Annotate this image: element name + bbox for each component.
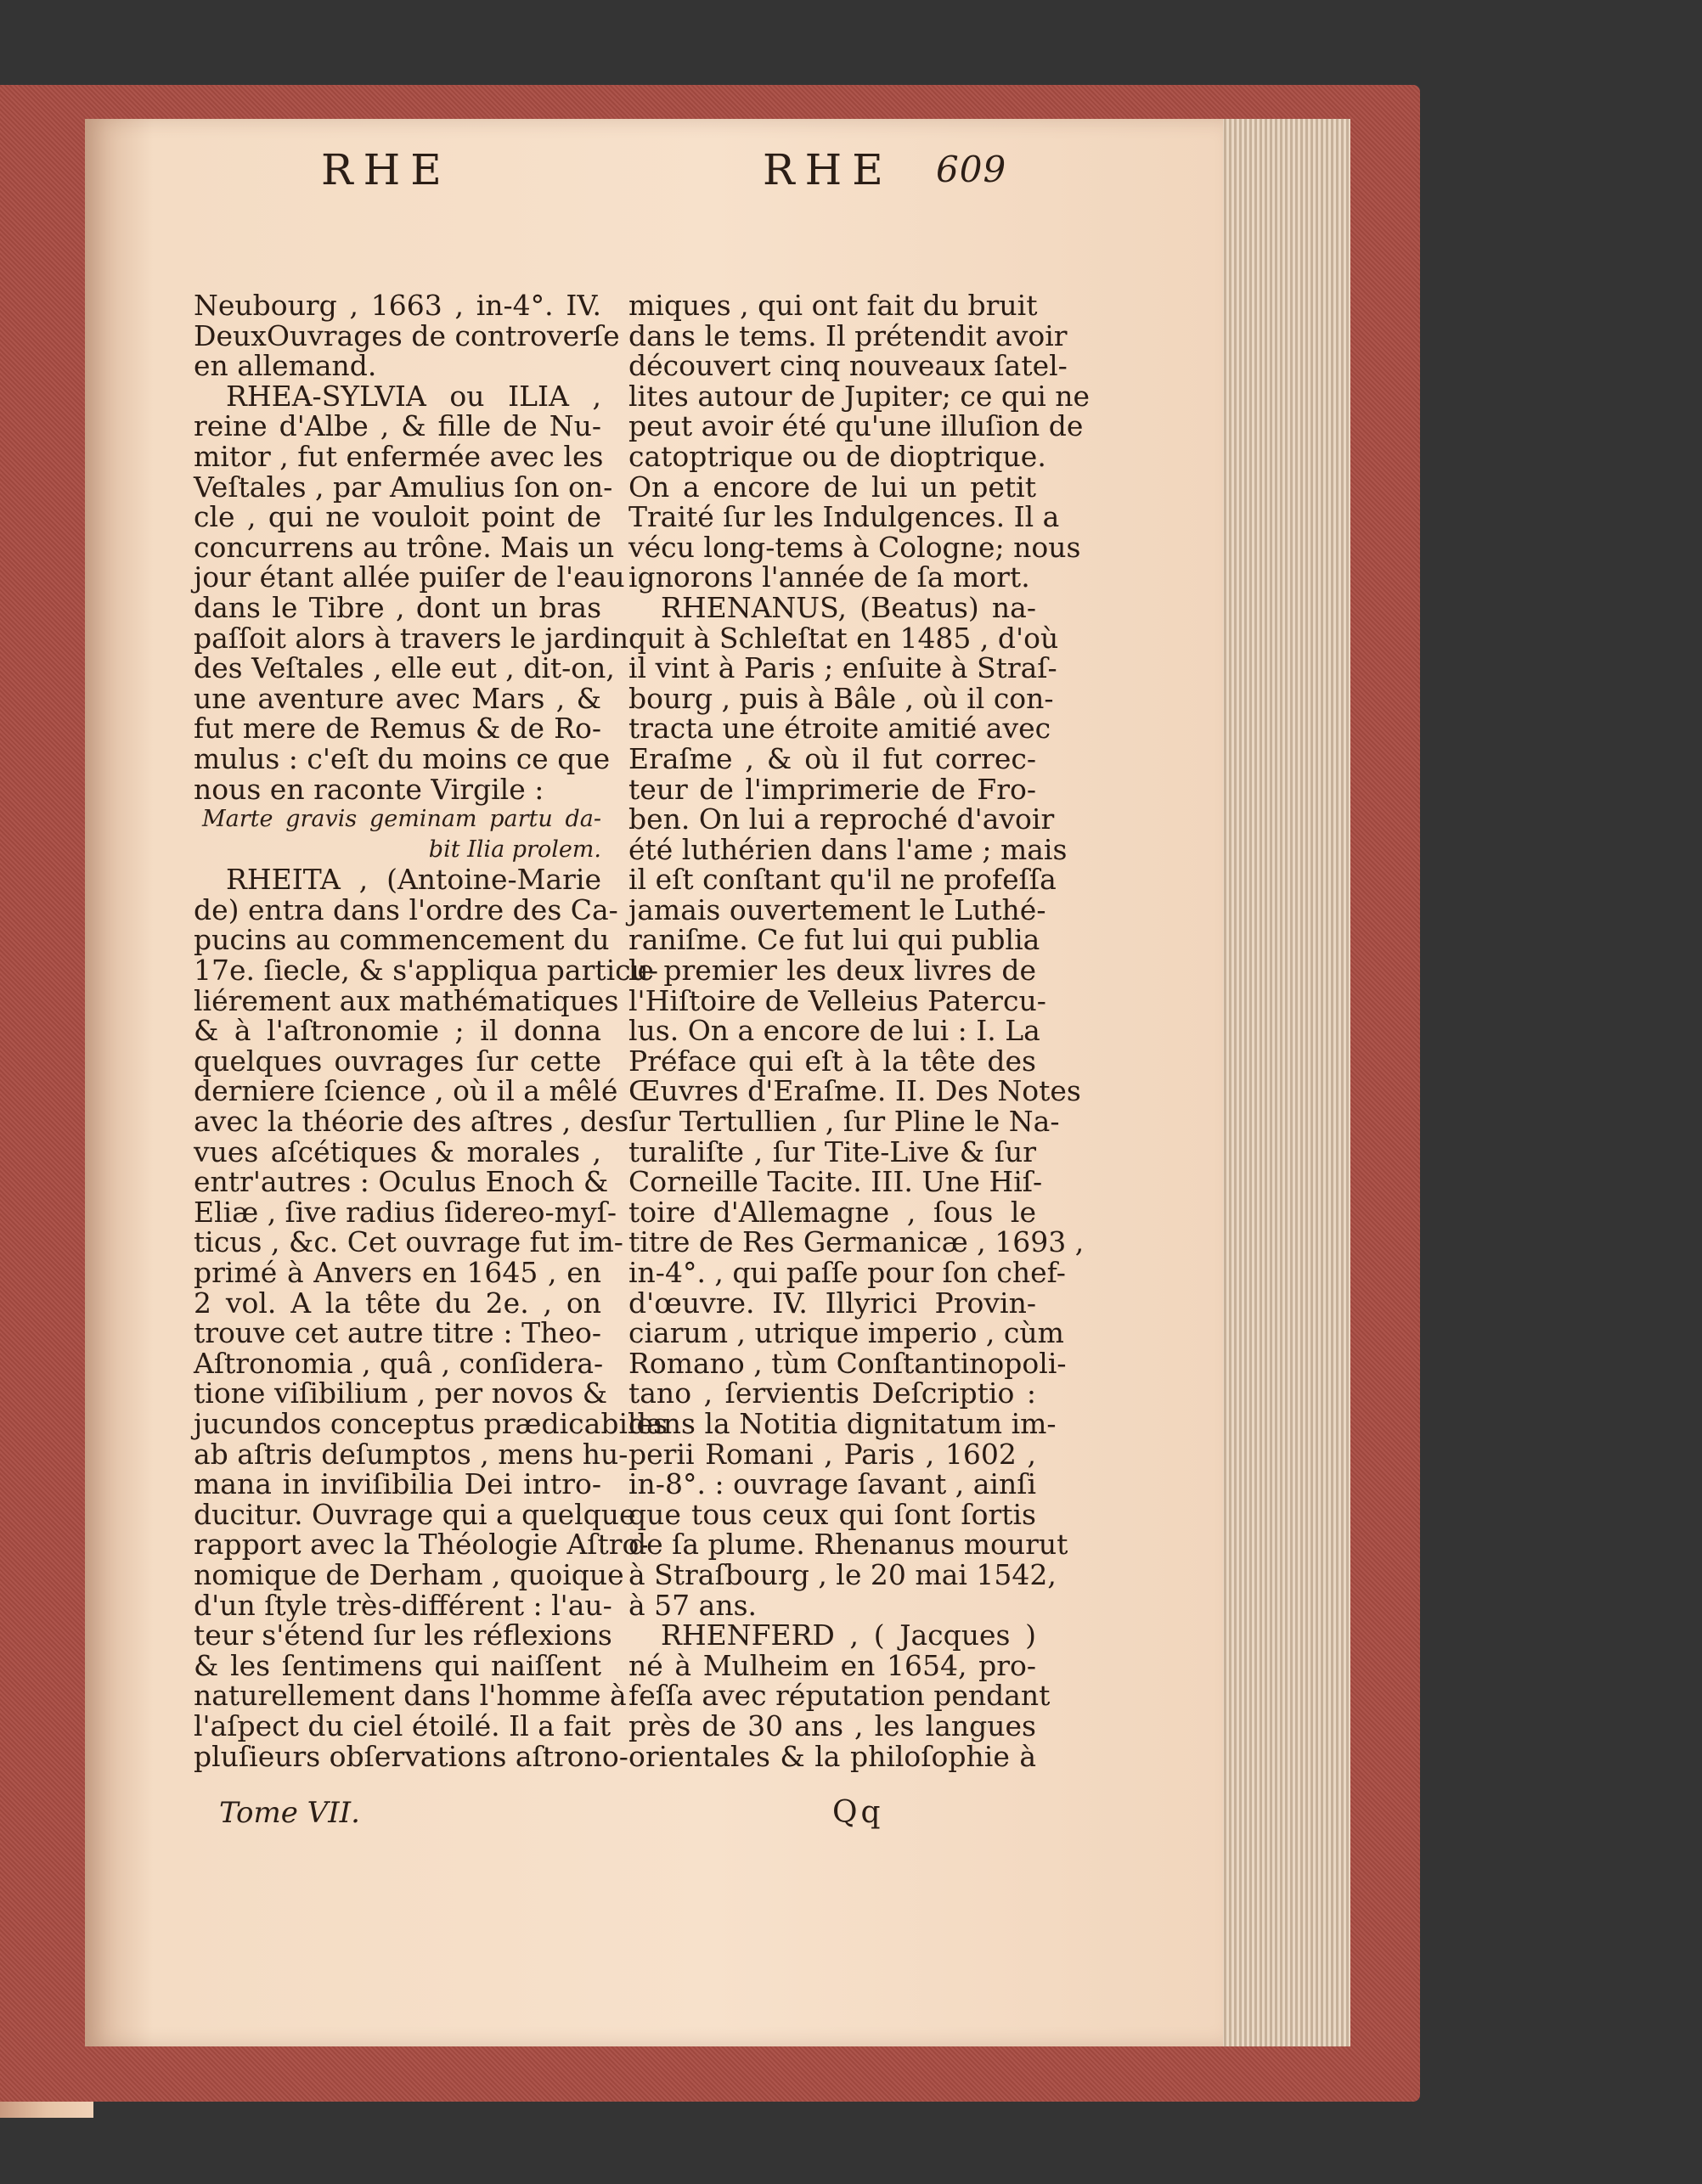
text-line: Eliæ , ſive radius ſidereo-myſ- (194, 1195, 617, 1229)
text-line: paſſoit alors à travers le jardin (194, 621, 629, 655)
text-line: dans la Notitia dignitatum im- (628, 1406, 1057, 1440)
text-line: RHENANUS, (Beatus) na- (661, 590, 1036, 624)
text-line: liérement aux mathématiques (194, 983, 619, 1017)
text-line: il eſt conſtant qu'il ne profeſſa (628, 863, 1057, 897)
text-line: lites autour de Jupiter; ce qui ne (628, 379, 1091, 413)
text-line: de ſa plume. Rhenanus mourut (628, 1528, 1068, 1562)
text-line: toire d'Allemagne , ſous le (628, 1195, 1036, 1229)
text-line: ciarum , utrique imperio , cùm (628, 1316, 1064, 1350)
signature-mark: Qq (832, 1795, 884, 1830)
text-line: ben. On lui a reproché d'avoir (628, 802, 1055, 836)
text-line: il vint à Paris ; enſuite à Straſ- (628, 651, 1057, 685)
text-line: Aſtronomia , quâ , conſidera- (194, 1346, 604, 1380)
text-line: ducitur. Ouvrage qui a quelque (194, 1497, 636, 1531)
text-line: & les ſentimens qui naiſſent (194, 1648, 601, 1682)
text-line: fut mere de Remus & de Ro- (194, 712, 601, 746)
text-line: des Veſtales , elle eut , dit-on, (194, 651, 615, 685)
text-line: peut avoir été qu'une illuſion de (628, 409, 1084, 443)
text-line: Veſtales , par Amulius ſon on- (194, 470, 613, 504)
text-line: ſur Tertullien , ſur Pline le Na- (628, 1105, 1060, 1139)
text-line: quit à Schleſtat en 1485 , d'où (628, 621, 1059, 655)
text-line: Traité ſur les Indulgences. Il a (628, 500, 1060, 534)
text-line: en allemand. (194, 349, 377, 383)
text-line: près de 30 ans , les langues (628, 1708, 1036, 1742)
text-line: quelques ouvrages ſur cette (194, 1044, 601, 1078)
volume-label: Tome VII. (219, 1796, 360, 1830)
text-line: tano , ſervientis Deſcriptio : (628, 1376, 1036, 1410)
text-line: 2 vol. A la tête du 2e. , on (194, 1286, 601, 1320)
text-line: pluſieurs obſervations aſtrono- (194, 1739, 628, 1773)
text-line: bourg , puis à Bâle , où il con- (628, 681, 1054, 715)
text-line: in-4°. , qui paſſe pour ſon chef- (628, 1256, 1066, 1289)
text-line: jamais ouvertement le Luthé- (628, 892, 1046, 926)
text-line: ignorons l'année de ſa mort. (628, 560, 1030, 594)
text-line: été luthérien dans l'ame ; mais (628, 832, 1068, 866)
text-line: jour étant allée puiſer de l'eau (194, 560, 625, 594)
text-line: découvert cinq nouveaux ſatel- (628, 349, 1068, 383)
text-line: bit Ilia prolem. (428, 836, 601, 863)
text-line: vécu long-tems à Cologne; nous (628, 530, 1081, 564)
text-line: turaliſte , ſur Tite-Live & ſur (628, 1134, 1036, 1168)
text-line: de) entra dans l'ordre des Ca- (194, 892, 618, 926)
text-line: dans le Tibre , dont un bras (194, 590, 601, 624)
running-head-left: RHE (321, 145, 452, 194)
text-line: Romano , tùm Conſtantinopoli- (628, 1346, 1067, 1380)
text-line: lus. On a encore de lui : I. La (628, 1014, 1040, 1048)
text-line: naturellement dans l'homme à (194, 1679, 627, 1713)
text-line: DeuxOuvrages de controverſe (194, 318, 620, 352)
text-line: On a encore de lui un petit (628, 470, 1036, 504)
text-line: mitor , fut enfermée avec les (194, 439, 604, 473)
text-line: né à Mulheim en 1654, pro- (628, 1648, 1036, 1682)
text-line: l'Hiſtoire de Velleius Patercu- (628, 983, 1046, 1017)
running-head-right: RHE (763, 145, 893, 194)
text-line: que tous ceux qui ſont ſortis (628, 1497, 1036, 1531)
text-line: teur s'étend ſur les réflexions (194, 1618, 612, 1652)
text-line: ab aſtris deſumptos , mens hu- (194, 1437, 628, 1471)
text-line: avec la théorie des aſtres , des (194, 1105, 629, 1139)
text-line: entr'autres : Oculus Enoch & (194, 1165, 609, 1199)
text-line: RHEITA , (Antoine-Marie (226, 863, 601, 897)
text-line: tracta une étroite amitié avec (628, 712, 1051, 746)
text-column-right (628, 289, 1091, 1773)
text-line: Marte gravis geminam partu da- (202, 806, 601, 833)
page-edges (1219, 119, 1350, 2046)
text-line: raniſme. Ce fut lui qui publia (628, 923, 1040, 957)
text-line: in-8°. : ouvrage ſavant , ainſi (628, 1467, 1036, 1501)
text-line: feſſa avec réputation pendant (628, 1679, 1051, 1713)
text-line: titre de Res Germanicæ , 1693 , (628, 1225, 1085, 1259)
text-line: primé à Anvers en 1645 , en (194, 1256, 601, 1289)
text-line: une aventure avec Mars , & (194, 681, 601, 715)
text-line: d'un ſtyle très-différent : l'au- (194, 1588, 612, 1622)
page-number: 609 (936, 149, 1007, 190)
text-line: Neubourg , 1663 , in-4°. IV. (194, 289, 601, 322)
text-line: 17e. ſiecle, & s'appliqua particu- (194, 954, 659, 988)
text-line: RHEA-SYLVIA ou ILIA , (226, 379, 601, 413)
text-line: d'œuvre. IV. Illyrici Provin- (628, 1286, 1036, 1320)
text-line: Corneille Tacite. III. Une Hiſ- (628, 1165, 1043, 1199)
text-line: nomique de Derham , quoique (194, 1557, 624, 1591)
text-line: dans le tems. Il prétendit avoir (628, 318, 1068, 352)
text-line: orientales & la philoſophie à (628, 1739, 1036, 1773)
text-line: l'aſpect du ciel étoilé. Il a fait (194, 1708, 611, 1742)
text-line: miques , qui ont fait du bruit (628, 289, 1038, 322)
text-line: vues aſcétiques & morales , (194, 1134, 601, 1168)
text-line: perii Romani , Paris , 1602 , (628, 1437, 1036, 1471)
text-line: pucins au commencement du (194, 923, 610, 957)
text-line: & à l'aſtronomie ; il donna (194, 1014, 601, 1048)
text-line: nous en raconte Virgile : (194, 772, 544, 806)
text-line: tione viſibilium , per novos & (194, 1376, 608, 1410)
text-line: mulus : c'eſt du moins ce que (194, 741, 611, 775)
text-line: Eraſme , & où il fut correc- (628, 741, 1036, 775)
text-line: teur de l'imprimerie de Fro- (628, 772, 1036, 806)
text-column-left (194, 289, 668, 1773)
text-line: cle , qui ne vouloit point de (194, 500, 601, 534)
text-line: mana in inviſibilia Dei intro- (194, 1467, 601, 1501)
text-line: catoptrique ou de dioptrique. (628, 439, 1046, 473)
text-line: reine d'Albe , & fille de Nu- (194, 409, 601, 443)
text-line: derniere ſcience , où il a mêlé (194, 1074, 618, 1108)
text-line: RHENFERD , ( Jacques ) (661, 1618, 1036, 1652)
text-line: à 57 ans. (628, 1588, 757, 1622)
text-line: Préface qui eſt à la tête des (628, 1044, 1036, 1078)
text-line: jucundos conceptus prædicabiles (194, 1406, 668, 1440)
text-line: à Straſbourg , le 20 mai 1542, (628, 1557, 1057, 1591)
text-line: Œuvres d'Eraſme. II. Des Notes (628, 1074, 1081, 1108)
text-line: trouve cet autre titre : Theo- (194, 1316, 601, 1350)
text-line: concurrens au trône. Mais un (194, 530, 615, 564)
text-line: le premier les deux livres de (628, 954, 1036, 988)
text-line: rapport avec la Théologie Aſtro- (194, 1528, 649, 1562)
text-line: ticus , &c. Cet ouvrage fut im- (194, 1225, 623, 1259)
